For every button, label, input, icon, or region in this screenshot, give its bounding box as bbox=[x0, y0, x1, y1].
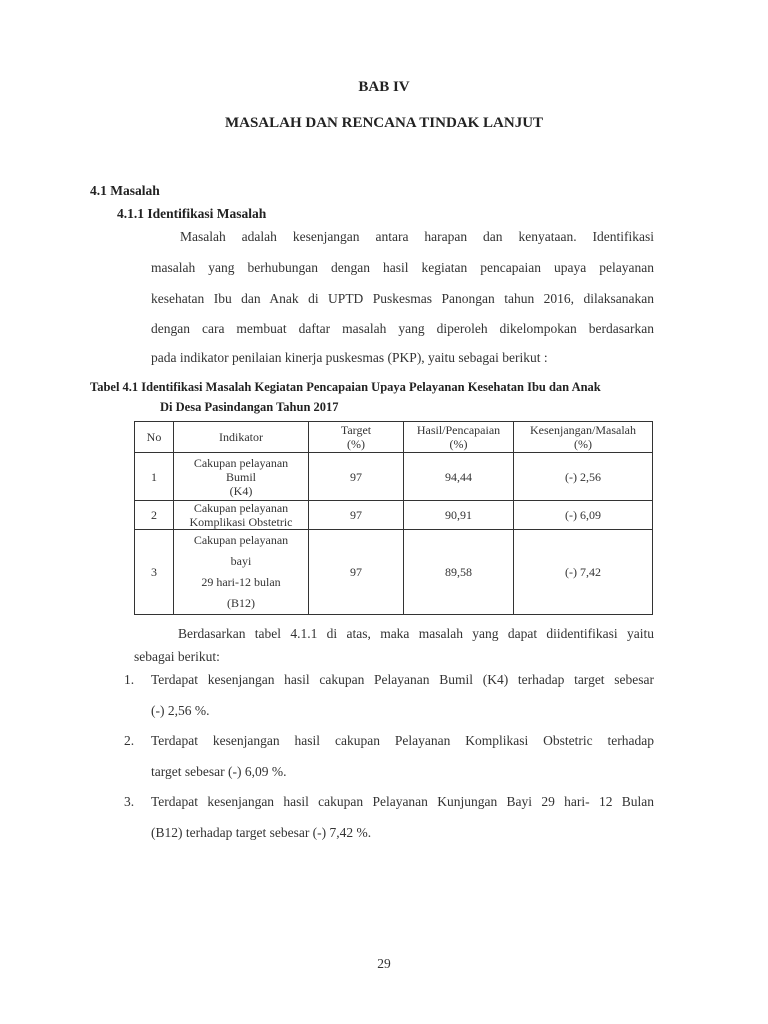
list-item-line: Terdapat kesenjangan hasil cakupan Pelayanan Bumil (K4) terhadap target sebesar bbox=[151, 672, 654, 687]
page-number: 29 bbox=[377, 956, 391, 971]
table-caption: Tabel 4.1 Identifikasi Masalah Kegiatan Pencapaian Upaya Pelayanan Kesehatan Ibu dan Anak bbox=[90, 380, 601, 394]
header-kesenjangan: Kesenjangan/Masalah (%) bbox=[514, 422, 653, 453]
cell-kesenjangan: (-) 6,09 bbox=[514, 501, 653, 530]
table-row bbox=[135, 453, 653, 501]
chapter-heading: BAB IV bbox=[358, 79, 410, 95]
cell-hasil: 90,91 bbox=[404, 501, 514, 530]
table-row bbox=[135, 501, 653, 530]
cell-target: 97 bbox=[309, 453, 404, 501]
section-heading: 4.1 Masalah bbox=[90, 183, 160, 198]
list-number: 2. bbox=[124, 733, 135, 748]
intro-line: pada indikator penilaian kinerja puskesmas (PKP), yaitu sebagai berikut : bbox=[151, 350, 548, 365]
cell-target: 97 bbox=[309, 530, 404, 615]
list-item-line: Terdapat kesenjangan hasil cakupan Pelayanan Kunjungan Bayi 29 hari- 12 Bulan bbox=[151, 794, 654, 809]
cell-kesenjangan: (-) 2,56 bbox=[514, 453, 653, 501]
cell-indikator: Cakupan pelayanan bayi 29 hari-12 bulan (B12) bbox=[174, 530, 309, 615]
cell-no: 1 bbox=[135, 453, 174, 501]
cell-target: 97 bbox=[309, 501, 404, 530]
header-no: No bbox=[135, 422, 174, 453]
list-number: 1. bbox=[124, 672, 135, 687]
cell-no: 3 bbox=[135, 530, 174, 615]
cell-indikator: Cakupan pelayanan Komplikasi Obstetric bbox=[174, 501, 309, 530]
table-header-row bbox=[135, 422, 653, 453]
intro-line: masalah yang berhubungan dengan hasil kegiatan pencapaian upaya pelayanan bbox=[151, 260, 654, 275]
header-target: Target (%) bbox=[309, 422, 404, 453]
cell-hasil: 89,58 bbox=[404, 530, 514, 615]
list-item-line: (-) 2,56 %. bbox=[151, 703, 210, 718]
list-item-line: (B12) terhadap target sebesar (-) 7,42 %. bbox=[151, 825, 372, 840]
list-number: 3. bbox=[124, 794, 135, 809]
summary-line: sebagai berikut: bbox=[134, 649, 220, 664]
header-indikator: Indikator bbox=[174, 422, 309, 453]
list-item-line: Terdapat kesenjangan hasil cakupan Pelayanan Komplikasi Obstetric terhadap bbox=[151, 733, 654, 748]
summary-line: Berdasarkan tabel 4.1.1 di atas, maka masalah yang dapat diidentifikasi yaitu bbox=[178, 626, 654, 641]
cell-no: 2 bbox=[135, 501, 174, 530]
subsection-heading: 4.1.1 Identifikasi Masalah bbox=[117, 206, 267, 221]
intro-line: kesehatan Ibu dan Anak di UPTD Puskesmas Panongan tahun 2016, dilaksanakan bbox=[151, 291, 654, 306]
chapter-title: MASALAH DAN RENCANA TINDAK LANJUT bbox=[224, 115, 544, 131]
intro-line: dengan cara membuat daftar masalah yang diperoleh dikelompokan berdasarkan bbox=[151, 321, 654, 336]
intro-line: Masalah adalah kesenjangan antara harapan dan kenyataan. Identifikasi bbox=[180, 229, 654, 244]
problem-table bbox=[134, 421, 653, 615]
cell-kesenjangan: (-) 7,42 bbox=[514, 530, 653, 615]
header-hasil: Hasil/Pencapaian (%) bbox=[404, 422, 514, 453]
cell-hasil: 94,44 bbox=[404, 453, 514, 501]
table-caption-sub: Di Desa Pasindangan Tahun 2017 bbox=[160, 400, 339, 414]
cell-indikator: Cakupan pelayanan Bumil (K4) bbox=[174, 453, 309, 501]
list-item-line: target sebesar (-) 6,09 %. bbox=[151, 764, 287, 779]
table-row bbox=[135, 530, 653, 615]
